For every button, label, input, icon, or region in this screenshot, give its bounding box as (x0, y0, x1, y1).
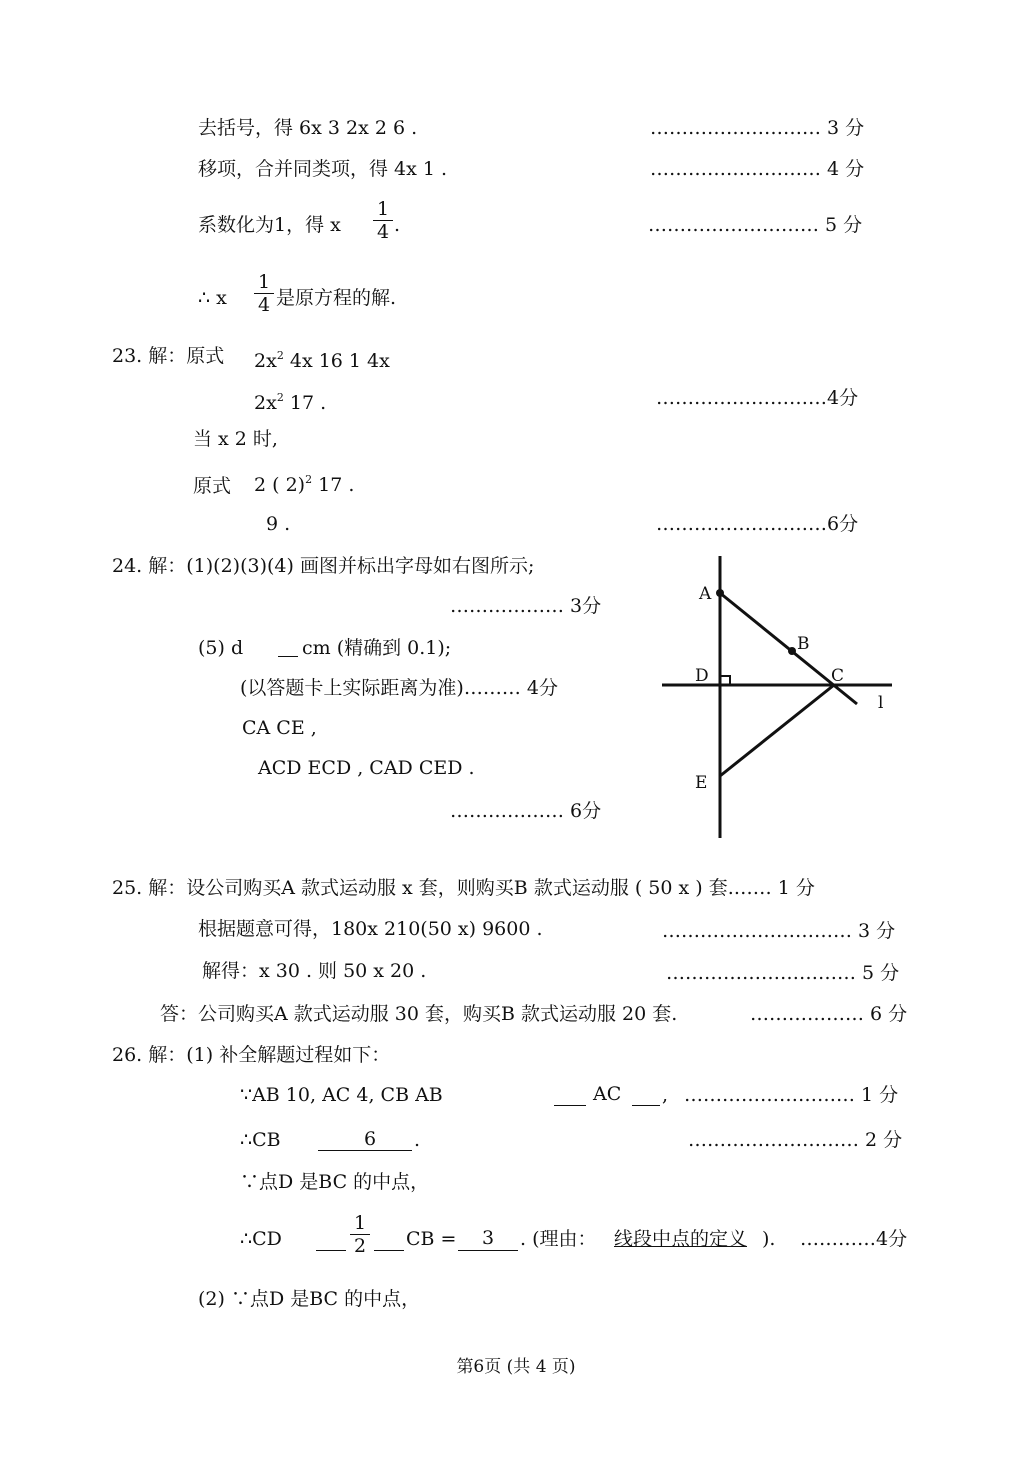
q24-geometry-figure (652, 552, 912, 842)
q26-line-5-a: ∴CD (240, 1228, 282, 1250)
q26-fraction (350, 1212, 370, 1257)
label-a: A (699, 584, 712, 604)
exponent: 2 (276, 391, 284, 404)
q25-line-1: 25. 解：设公司购买A 款式运动服 x 套，则购买B 款式运动服 ( 50 x ) 套.…… 1 分 (112, 877, 815, 899)
q26-line-5-d: . (理由： (520, 1228, 597, 1250)
q24-line-1: 24. 解：(1)(2)(3)(4) 画图并标出字母如右图所示; (112, 555, 535, 577)
q23-score-5: ………………………6分 (656, 513, 859, 535)
q26-line-3-b: 6 (364, 1128, 377, 1150)
q26-line-6: (2) ∵点D 是BC 的中点， (198, 1288, 421, 1310)
q23-score-2: ………………………4分 (656, 387, 859, 409)
q26-line-3-a: ∴CB (240, 1129, 281, 1151)
term: 17 . (312, 474, 355, 496)
q26-reason-underlined: 线段中点的定义 (614, 1228, 748, 1250)
q24-line-5: ACD ECD , CAD CED . (258, 757, 475, 779)
q25-line-2: 根据题意可得，180x 210(50 x) 9600 . (198, 918, 543, 940)
q22-line-2: 移项，合并同类项，得 4x 1 . (198, 158, 448, 180)
term: 2x (254, 350, 277, 372)
q23-label: 23. 解：原式 (112, 345, 225, 367)
q24-blank-d (278, 656, 298, 657)
label-l: l (878, 693, 884, 713)
q26-blank-2 (632, 1105, 660, 1106)
label-e: E (695, 773, 708, 793)
exponent: 2 (276, 349, 284, 362)
q22-line-4: ∴ x (198, 287, 227, 309)
term: 4x 16 1 4x (283, 350, 390, 372)
q26-line-1: 26. 解：(1) 补全解题过程如下： (112, 1044, 391, 1066)
q25-line-3: 解得：x 30 . 则 50 x 20 . (202, 960, 427, 982)
denominator: 2 (353, 1235, 367, 1257)
numerator: 1 (376, 198, 390, 220)
term: 2x (254, 392, 277, 414)
q26-blank-4b (374, 1250, 404, 1251)
q26-line-4: ∵点D 是BC 的中点， (240, 1171, 430, 1193)
q22-line-3: 系数化为1，得 x (198, 214, 341, 236)
q26-line-5-b: CB = (406, 1228, 457, 1250)
exponent: 2 (305, 473, 313, 486)
q22-fraction-4 (254, 271, 274, 316)
q26-line-2-c: , (662, 1084, 669, 1106)
numerator: 1 (353, 1212, 367, 1234)
numerator: 1 (257, 271, 271, 293)
q24-score-1: ……………… 3分 (450, 595, 602, 617)
q25-score-2: ………………………… 3 分 (662, 920, 896, 942)
segment-a-c (720, 593, 857, 704)
q25-score-3: ………………………… 5 分 (666, 962, 900, 984)
q23-line-1 (254, 344, 390, 373)
q26-score-5: …………4分 (800, 1228, 908, 1250)
page-footer: 第6页 (共 4 页) (456, 1357, 576, 1377)
q24-line-3: (以答题卡上实际距离为准)……… 4分 (240, 677, 558, 699)
q22-fraction-3 (373, 198, 393, 243)
q22-line-4-tail: 是原方程的解. (276, 287, 397, 309)
q24-line-2-a: (5) d (198, 637, 244, 659)
q23-line-2 (254, 386, 326, 415)
q25-score-4: ……………… 6 分 (750, 1003, 908, 1025)
q26-line-3-c: . (414, 1129, 421, 1151)
q26-score-3: ……………………… 2 分 (688, 1129, 903, 1151)
denominator: 4 (257, 294, 271, 316)
q23-line-5: 9 . (266, 513, 291, 535)
segment-e-c (720, 685, 834, 776)
q23-line-3: 当 x 2 时, (193, 428, 278, 450)
q23-line-4-label: 原式 (193, 475, 232, 497)
q24-score-5: ……………… 6分 (450, 800, 602, 822)
q24-line-4: CA CE , (242, 717, 317, 739)
point-b (788, 647, 796, 655)
q22-score-3: ……………………… 5 分 (648, 214, 863, 236)
term: 17 . (283, 392, 327, 414)
q22-score-1: ……………………… 3 分 (650, 117, 865, 139)
q26-blank-5 (458, 1250, 518, 1251)
q26-line-5-e: ). (762, 1228, 776, 1250)
label-d: D (695, 666, 709, 686)
q26-blank-1 (554, 1105, 586, 1106)
q26-line-5-c: 3 (482, 1227, 495, 1249)
q26-line-2-a: ∵AB 10, AC 4, CB AB (240, 1084, 443, 1106)
point-a (716, 589, 724, 597)
q24-line-2-b: cm (精确到 0.1); (302, 637, 452, 659)
q26-blank-4a (316, 1250, 346, 1251)
q22-score-2: ……………………… 4 分 (650, 158, 865, 180)
denominator: 4 (376, 221, 390, 243)
q26-line-2-b: AC (593, 1083, 622, 1105)
label-c: C (831, 666, 845, 686)
label-b: B (797, 634, 810, 654)
term: 2 ( 2) (254, 474, 306, 496)
q22-line-1: 去括号，得 6x 3 2x 2 6 . (198, 117, 418, 139)
q23-line-4 (254, 468, 354, 497)
q25-line-4: 答：公司购买A 款式运动服 30 套，购买B 款式运动服 20 套. (160, 1003, 678, 1025)
q26-score-2: ……………………… 1 分 (684, 1084, 899, 1106)
q22-line-3-tail: . (394, 214, 401, 236)
